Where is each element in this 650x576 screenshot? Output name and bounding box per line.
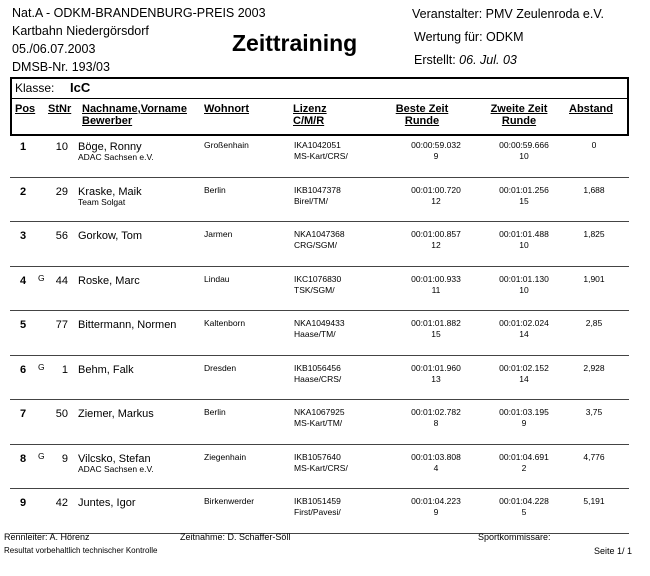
row-second-runde: 10 — [519, 284, 529, 295]
col-name: Nachname,Vorname — [82, 103, 187, 115]
row-bewerber: Team Solgat — [78, 196, 126, 207]
row-wohnort: Dresden — [204, 362, 237, 373]
col-lizenz: Lizenz — [293, 103, 327, 115]
row-best-time: 00:01:02.782 — [411, 407, 461, 417]
row-name: Vilcsko, Stefan — [78, 452, 151, 465]
row-lizenz: NKA1049433 — [294, 318, 345, 328]
row-name: Ziemer, Markus — [78, 408, 154, 420]
row-wohnort: Berlin — [204, 184, 226, 195]
row-pos: 2 — [20, 185, 27, 198]
organizer: Veranstalter: PMV Zeulenroda e.V. — [412, 7, 605, 21]
row-best-time: 00:00:59.032 — [411, 140, 461, 150]
row-divider — [10, 355, 629, 356]
row-lizenz: NKA1047368 — [294, 229, 345, 239]
table-row — [0, 270, 650, 315]
row-wohnort: Lindau — [204, 273, 230, 284]
row-name: Bittermann, Normen — [78, 319, 177, 331]
row-second-time: 00:01:02.152 — [499, 362, 549, 373]
row-abstand: 1,688 — [583, 184, 605, 195]
row-lizenz: IKB1056456 — [294, 362, 341, 373]
row-second-time: 00:01:02.024 — [499, 318, 549, 328]
row-cmr: Haase/TM/ — [294, 329, 336, 339]
event-name: Nat.A - ODKM-BRANDENBURG-PREIS 2003 — [12, 6, 266, 20]
row-pos: 8 — [20, 452, 27, 465]
row-second-runde: 14 — [519, 329, 529, 339]
row-best-runde: 15 — [431, 329, 441, 339]
row-name: Kraske, Maik — [78, 185, 142, 198]
row-best-time: 00:01:04.223 — [411, 496, 461, 506]
row-wohnort: Jarmen — [204, 229, 233, 239]
row-second-time: 00:01:03.195 — [499, 407, 549, 417]
row-cmr: Birel/TM/ — [294, 195, 328, 206]
col-stnr: StNr — [48, 103, 72, 115]
row-best-runde: 8 — [433, 418, 439, 428]
row-best-runde: 11 — [431, 284, 441, 295]
created-date — [414, 53, 517, 67]
row-stnr: 44 — [55, 274, 68, 287]
table-row — [0, 181, 650, 226]
row-best-runde: 12 — [431, 195, 441, 206]
col-abstand: Abstand — [569, 103, 613, 115]
row-abstand: 1,901 — [583, 273, 605, 284]
row-abstand: 4,776 — [583, 451, 605, 462]
row-divider — [10, 266, 629, 267]
sportkommissare: Sportkommissare: — [478, 532, 551, 542]
row-wohnort: Berlin — [204, 407, 226, 417]
row-abstand: 5,191 — [583, 496, 605, 506]
dmsb-number: DMSB-Nr. 193/03 — [12, 60, 110, 74]
row-cmr: TSK/SGM/ — [294, 284, 335, 295]
row-name: Juntes, Igor — [78, 497, 136, 509]
col-second-runde: Runde — [501, 115, 537, 127]
row-best-runde: 9 — [433, 507, 439, 517]
klasse-row — [12, 79, 627, 99]
row-second-runde: 2 — [521, 462, 527, 473]
col-cmr: C/M/R — [293, 115, 325, 127]
row-best-time: 00:01:00.933 — [411, 273, 461, 284]
row-divider — [10, 177, 629, 178]
klasse-value: IcC — [70, 80, 91, 95]
table-row — [0, 359, 650, 404]
row-cmr: MS-Kart/TM/ — [294, 418, 343, 428]
row-second-time: 00:01:04.691 — [499, 451, 549, 462]
row-best-time: 00:01:01.960 — [411, 362, 461, 373]
row-name: Roske, Marc — [78, 274, 140, 287]
row-best-time: 00:01:00.720 — [411, 184, 461, 195]
row-wohnort: Birkenwerder — [204, 496, 255, 506]
row-best-time: 00:01:03.808 — [411, 451, 461, 462]
table-row — [0, 492, 650, 537]
row-second-time: 00:00:59.666 — [499, 140, 549, 150]
event-date: 05./06.07.2003 — [12, 42, 96, 56]
row-divider — [10, 221, 629, 222]
row-best-runde: 13 — [431, 373, 441, 384]
row-lizenz: IKB1047378 — [294, 184, 341, 195]
row-second-runde: 14 — [519, 373, 529, 384]
table-header-box — [10, 77, 629, 136]
zeitnahme: Zeitnahme: D. Schaffer-Söll — [180, 532, 291, 542]
row-pos: 9 — [20, 497, 27, 509]
row-wohnort: Ziegenhain — [204, 451, 247, 462]
row-abstand: 0 — [591, 140, 597, 150]
table-row — [0, 448, 650, 493]
row-cmr: First/Pavesi/ — [294, 507, 341, 517]
row-wohnort: Großenhain — [204, 140, 249, 150]
row-bewerber: ADAC Sachsen e.V. — [78, 463, 154, 474]
col-second: Zweite Zeit — [490, 103, 548, 115]
row-g-flag: G — [38, 272, 45, 283]
row-name: Behm, Falk — [78, 363, 134, 376]
row-cmr: MS-Kart/CRS/ — [294, 151, 348, 161]
row-g-flag: G — [38, 361, 45, 372]
row-second-time: 00:01:04.228 — [499, 496, 549, 506]
row-bewerber: ADAC Sachsen e.V. — [78, 152, 154, 162]
row-cmr: MS-Kart/CRS/ — [294, 462, 348, 473]
scoring: Wertung für: ODKM — [414, 30, 524, 44]
col-best: Beste Zeit — [395, 103, 449, 115]
row-lizenz: IKA1042051 — [294, 140, 341, 150]
row-cmr: CRG/SGM/ — [294, 240, 337, 250]
row-stnr: 50 — [55, 408, 68, 420]
table-row — [0, 225, 650, 270]
track-name: Kartbahn Niedergörsdorf — [12, 24, 149, 38]
row-stnr: 77 — [55, 319, 68, 331]
row-lizenz: NKA1067925 — [294, 407, 345, 417]
row-cmr: Haase/CRS/ — [294, 373, 342, 384]
row-lizenz: IKB1057640 — [294, 451, 341, 462]
row-stnr: 1 — [61, 363, 68, 376]
row-abstand: 2,85 — [585, 318, 603, 328]
row-second-runde: 10 — [519, 240, 529, 250]
row-best-runde: 9 — [433, 151, 439, 161]
row-lizenz: IKB1051459 — [294, 496, 341, 506]
page-title: Zeittraining — [232, 30, 358, 56]
row-best-runde: 4 — [433, 462, 439, 473]
row-pos: 4 — [20, 274, 27, 287]
row-pos: 1 — [20, 141, 27, 153]
row-stnr: 29 — [55, 185, 68, 198]
col-best-runde: Runde — [404, 115, 440, 127]
row-second-runde: 10 — [519, 151, 529, 161]
row-name: Böge, Ronny — [78, 141, 142, 153]
disclaimer: Resultat vorbehaltlich technischer Kontrolle — [4, 546, 158, 555]
col-bewerber: Bewerber — [82, 115, 133, 127]
row-g-flag: G — [38, 450, 45, 461]
row-stnr: 9 — [61, 452, 68, 465]
row-pos: 3 — [20, 230, 27, 242]
klasse-label: Klasse: — [15, 81, 55, 95]
table-row — [0, 136, 650, 181]
table-row — [0, 314, 650, 359]
row-pos: 5 — [20, 319, 27, 331]
row-divider — [10, 444, 629, 445]
created-value: 06. Jul. 03 — [459, 53, 517, 67]
row-best-time: 00:01:00.857 — [411, 229, 461, 239]
created-label: Erstellt: — [414, 53, 456, 67]
row-second-runde: 5 — [521, 507, 527, 517]
row-second-time: 00:01:01.130 — [499, 273, 549, 284]
row-stnr: 56 — [55, 230, 68, 242]
row-stnr: 10 — [55, 141, 68, 153]
row-divider — [10, 399, 629, 400]
row-second-runde: 9 — [521, 418, 527, 428]
row-second-time: 00:01:01.256 — [499, 184, 549, 195]
row-abstand: 1,825 — [583, 229, 605, 239]
table-row — [0, 403, 650, 448]
row-name: Gorkow, Tom — [78, 230, 142, 242]
page-number: Seite 1/ 1 — [594, 546, 633, 556]
row-lizenz: IKC1076830 — [294, 273, 342, 284]
col-wohnort: Wohnort — [204, 103, 250, 115]
row-divider — [10, 488, 629, 489]
row-second-time: 00:01:01.488 — [499, 229, 549, 239]
row-divider — [10, 310, 629, 311]
row-second-runde: 15 — [519, 195, 529, 206]
row-pos: 7 — [20, 408, 27, 420]
rennleiter: Rennleiter: A. Hörenz — [4, 532, 90, 542]
row-best-runde: 12 — [431, 240, 441, 250]
row-wohnort: Kaltenborn — [204, 318, 246, 328]
row-abstand: 3,75 — [585, 407, 603, 417]
row-pos: 6 — [20, 363, 27, 376]
col-pos: Pos — [15, 103, 36, 115]
row-abstand: 2,928 — [583, 362, 605, 373]
row-best-time: 00:01:01.882 — [411, 318, 461, 328]
row-stnr: 42 — [55, 497, 68, 509]
